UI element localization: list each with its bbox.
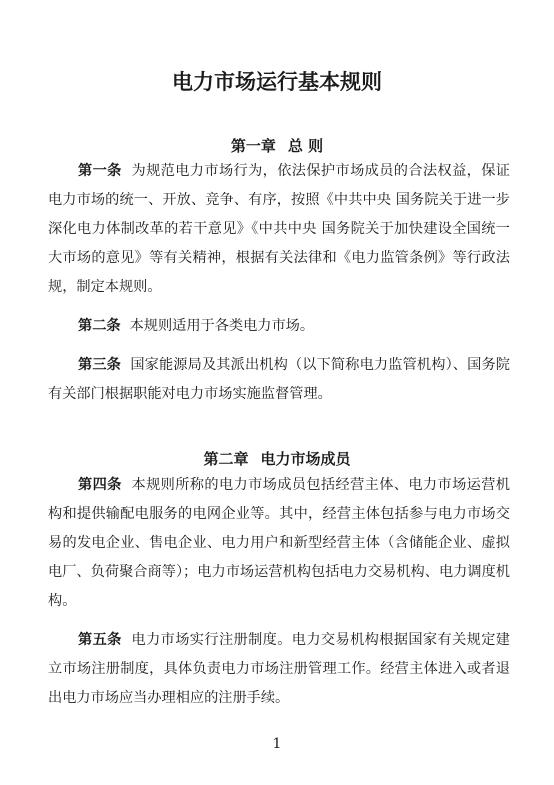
article-label: 第五条 xyxy=(78,632,122,648)
article xyxy=(48,471,510,616)
article-label: 第三条 xyxy=(78,357,121,373)
article xyxy=(48,157,510,302)
article-label: 第四条 xyxy=(78,477,122,493)
chapter-name: 电力市场成员 xyxy=(260,450,351,468)
chapter-heading xyxy=(0,135,554,156)
article xyxy=(48,626,510,713)
article-text: 为规范电力市场行为，依法保护市场成员的合法权益，保证电力市场的统一、开放、竞争、有序，按照《中共中央 国务院关于进一步深化电力体制改革的若干意见》《中共中央 国务院关于加快建设全国统一大市场的意见》等有关精神，根据有关法律和《电力监管条例》等行政法规，制定本规则。 xyxy=(48,163,510,295)
article-text: 本规则所称的电力市场成员包括经营主体、电力市场运营机构和提供输配电服务的电网企业等。其中，经营主体包括参与电力市场交易的发电企业、售电企业、电力用户和新型经营主体（含储能企业、虚拟电厂、负荷聚合商等）；电力市场运营机构包括电力交易机构、电力调度机构。 xyxy=(48,477,510,609)
article-text: 本规则适用于各类电力市场。 xyxy=(129,318,315,334)
article-label: 第二条 xyxy=(78,318,121,334)
chapter-name: 总 则 xyxy=(287,137,324,155)
chapter-heading xyxy=(0,448,554,469)
chapter-body xyxy=(48,471,510,723)
article-text: 电力市场实行注册制度。电力交易机构根据国家有关规定建立市场注册制度，具体负责电力市场注册管理工作。经营主体进入或者退出电力市场应当办理相应的注册手续。 xyxy=(48,632,510,706)
chapter-number: 第二章 xyxy=(203,450,249,468)
article xyxy=(48,351,510,409)
chapter-body xyxy=(48,157,510,419)
document-title: 电力市场运行基本规则 xyxy=(172,69,382,94)
article-text: 国家能源局及其派出机构（以下简称电力监管机构）、国务院有关部门根据职能对电力市场实施监督管理。 xyxy=(48,357,510,402)
page-number: 1 xyxy=(272,736,282,752)
article-label: 第一条 xyxy=(78,163,122,179)
article xyxy=(48,312,510,341)
chapter-number: 第一章 xyxy=(230,137,276,155)
